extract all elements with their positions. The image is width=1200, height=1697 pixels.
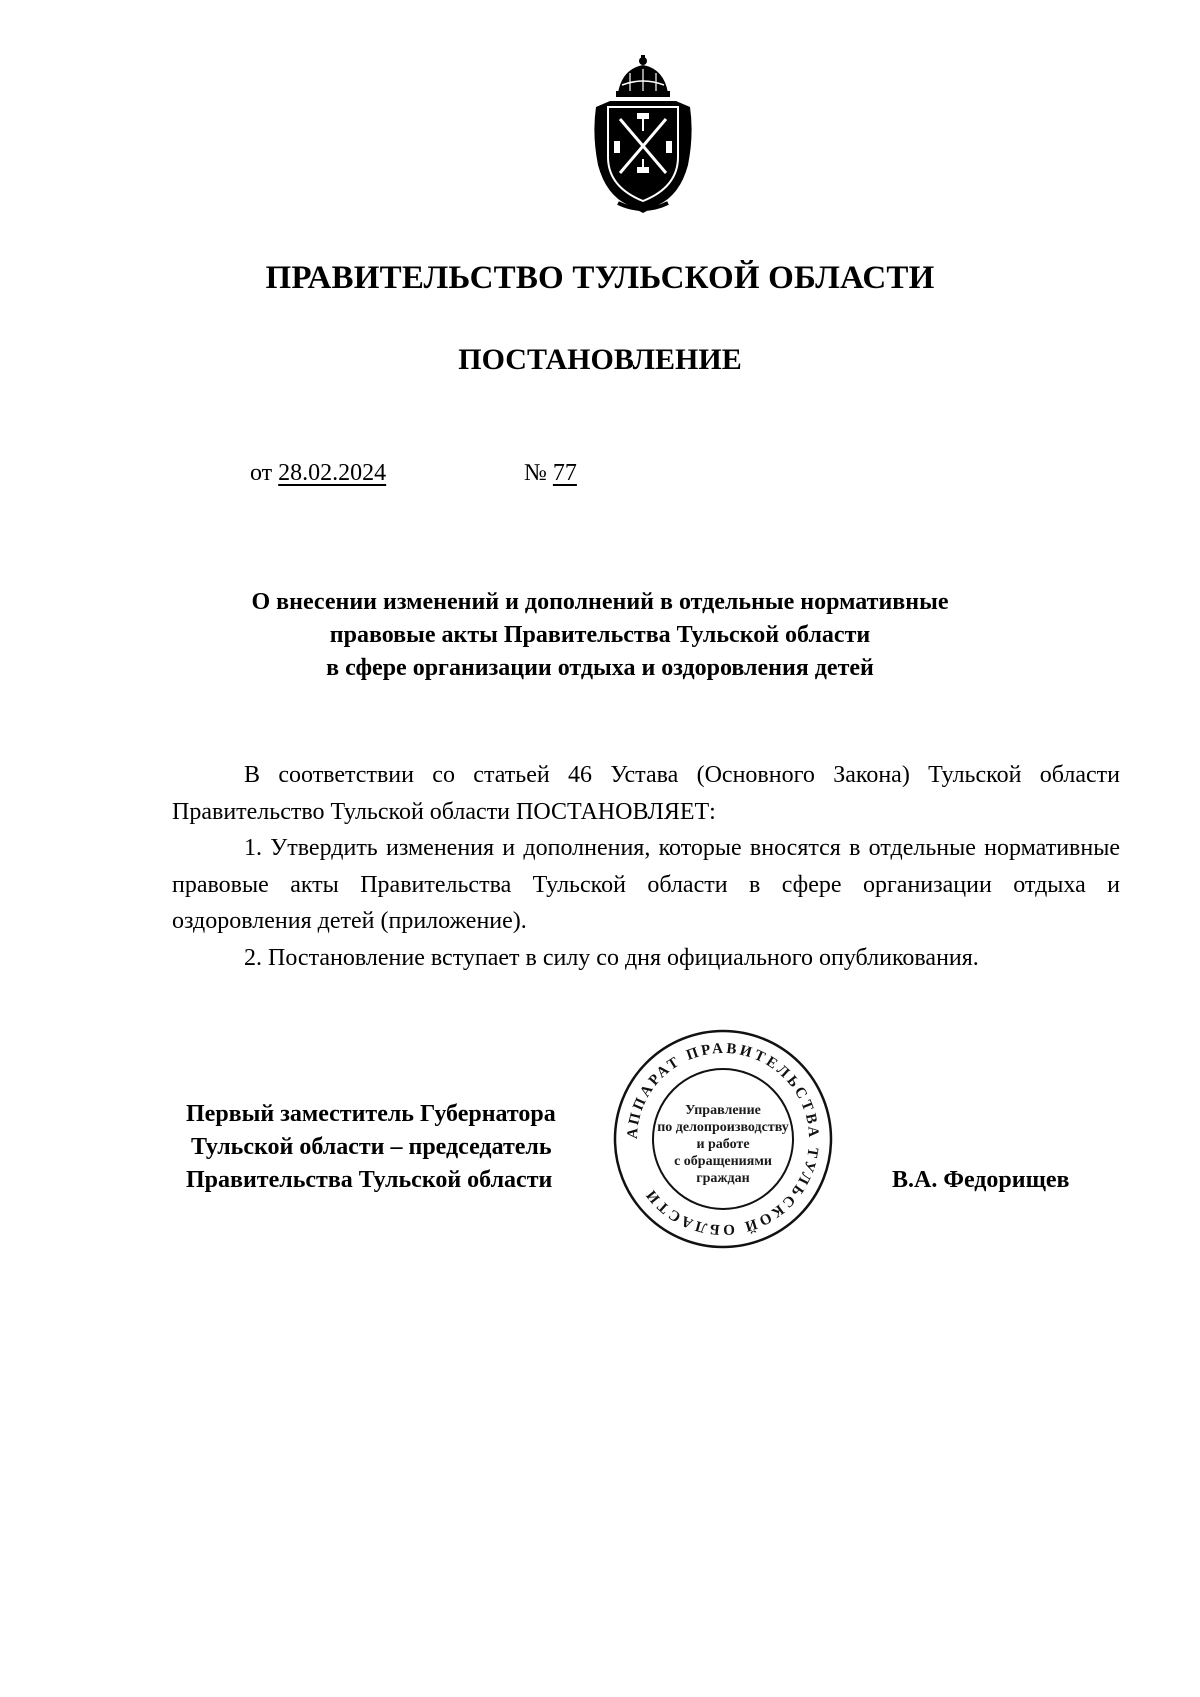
number-value: 77 — [552, 460, 577, 486]
stamp-line: с обращениями — [674, 1154, 772, 1169]
stamp-center-text — [648, 1102, 798, 1187]
signer-position-line: Правительства Тульской области — [186, 1167, 553, 1193]
document-number — [524, 458, 577, 488]
stamp-line: Управление — [685, 1103, 761, 1118]
stamp-line: по делопроизводству — [657, 1120, 789, 1135]
number-prefix: № — [524, 460, 547, 486]
stamp-ring-text: АППАРАТ ПРАВИТЕЛЬСТВА ТУЛЬСКОЙ ОБЛАСТИ — [624, 1040, 822, 1238]
body-paragraph: 2. Постановление вступает в силу со дня официального опубликования. — [244, 944, 979, 971]
subject-line: О внесении изменений и дополнений в отдельные нормативные — [251, 589, 949, 615]
government-title: ПРАВИТЕЛЬСТВО ТУЛЬСКОЙ ОБЛАСТИ — [265, 260, 935, 296]
date-prefix: от — [250, 460, 273, 486]
subject-line: в сфере организации отдыха и оздоровления детей — [326, 655, 874, 681]
signer-name: В.А. Федорищев — [892, 1167, 1070, 1193]
signer-position-line: Первый заместитель Губернатора — [186, 1101, 556, 1127]
signer-position-line: Тульской области – председатель — [191, 1134, 552, 1160]
body-paragraph: 1. Утвердить изменения и дополнения, которые вносятся в отдельные нормативные правовые акты Правительства Тульской области в сфере организации отдыха и оздоровления детей (приложение). — [172, 835, 1120, 934]
body-paragraph: В соответствии со статьей 46 Устава (Основного Закона) Тульской области Правительство Тульской области ПОСТАНОВЛЯЕТ: — [172, 762, 1120, 825]
document-subject — [180, 586, 1020, 685]
subject-line: правовые акты Правительства Тульской области — [329, 622, 871, 648]
document-body — [172, 757, 1120, 976]
date-value: 28.02.2024 — [278, 460, 387, 486]
document-date — [250, 458, 386, 488]
stamp-line: граждан — [696, 1171, 750, 1186]
stamp-line: и работе — [696, 1137, 750, 1152]
tula-coat-of-arms-icon — [588, 55, 698, 215]
document-type: ПОСТАНОВЛЕНИЕ — [458, 343, 742, 376]
signer-position — [186, 1098, 556, 1197]
